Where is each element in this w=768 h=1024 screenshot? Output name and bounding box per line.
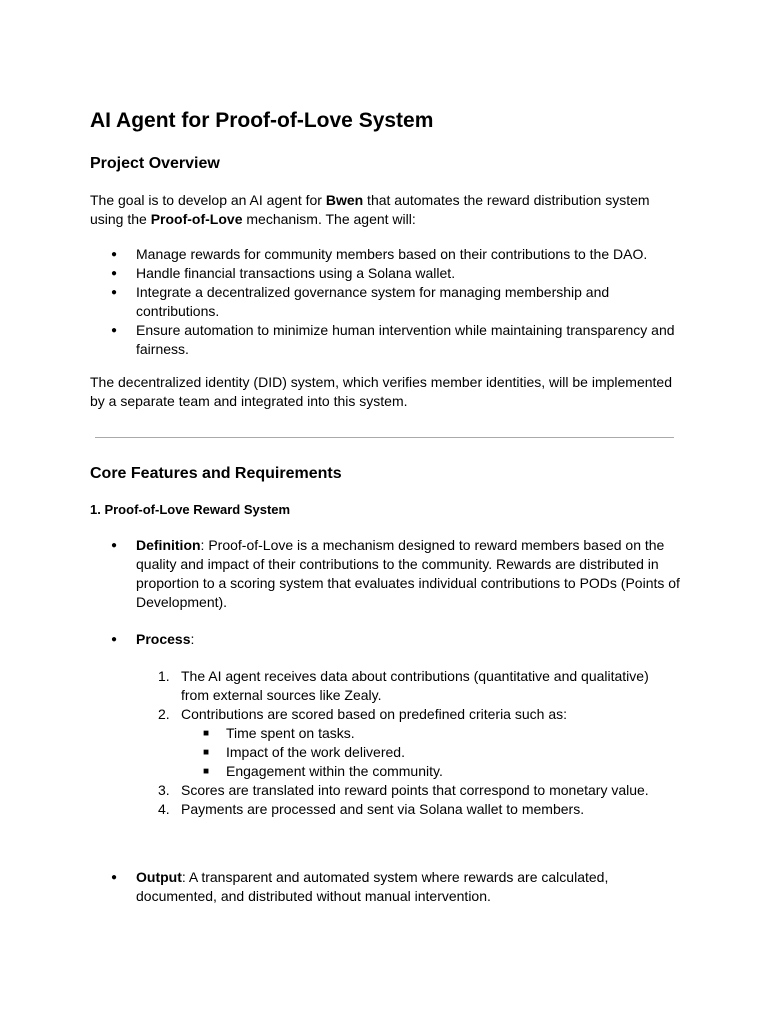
output-text: : A transparent and automated system where rewards are calculated, documented, and distributed without manual intervention. bbox=[136, 869, 609, 904]
core-features-heading: Core Features and Requirements bbox=[90, 465, 342, 482]
list-item bbox=[90, 800, 680, 819]
process-colon: : bbox=[190, 631, 195, 647]
list-item bbox=[181, 724, 680, 743]
step-number: 1. bbox=[158, 668, 170, 684]
bwen-bold: Bwen bbox=[325, 192, 364, 208]
capability-text: Manage rewards for community members based on their contributions to the DAO. bbox=[136, 246, 648, 262]
section-divider bbox=[95, 437, 674, 438]
definition-label: Definition bbox=[136, 537, 201, 553]
step-text: Contributions are scored based on predefined criteria such as: bbox=[181, 706, 567, 722]
intro-text-end: mechanism. The agent will: bbox=[242, 211, 416, 227]
reward-system-subheading: 1. Proof-of-Love Reward System bbox=[90, 502, 291, 517]
proof-of-love-bold: Proof-of-Love bbox=[150, 211, 243, 227]
intro-text-start: The goal is to develop an AI agent for bbox=[90, 192, 326, 208]
definition-text: : Proof-of-Love is a mechanism designed to reward members based on the quality and impact of their contributions to the community. Rewards are distributed in proportion to a scoring system that evaluates individual contributions to PODs (Points of Development). bbox=[136, 537, 680, 610]
intro-text-middle: that automates the reward distribution system using the bbox=[90, 192, 650, 227]
criteria-list bbox=[181, 724, 680, 781]
capability-text: Ensure automation to minimize human intervention while maintaining transparency and fairness. bbox=[136, 322, 675, 357]
list-item bbox=[90, 705, 680, 781]
step-text: Scores are translated into reward points that correspond to monetary value. bbox=[181, 782, 649, 798]
output-list bbox=[90, 868, 680, 906]
process-label: Process bbox=[136, 631, 191, 647]
agent-capabilities-list bbox=[90, 245, 680, 359]
step-text: Payments are processed and sent via Solana wallet to members. bbox=[181, 801, 585, 817]
overview-intro bbox=[90, 191, 680, 229]
list-item bbox=[90, 283, 680, 321]
list-item bbox=[90, 868, 680, 906]
list-item bbox=[90, 245, 680, 264]
definition-list bbox=[90, 536, 680, 612]
capability-text: Handle financial transactions using a Solana wallet. bbox=[136, 265, 456, 281]
capability-text: Integrate a decentralized governance system for managing membership and contributions. bbox=[136, 284, 610, 319]
list-item bbox=[90, 264, 680, 283]
document-title: AI Agent for Proof-of-Love System bbox=[90, 109, 434, 132]
list-item bbox=[90, 781, 680, 800]
step-text: The AI agent receives data about contributions (quantitative and qualitative) from external sources like Zealy. bbox=[181, 668, 649, 703]
list-item bbox=[90, 667, 680, 705]
criteria-text: Impact of the work delivered. bbox=[226, 744, 405, 760]
list-item bbox=[181, 762, 680, 781]
criteria-text: Engagement within the community. bbox=[226, 763, 443, 779]
project-overview-heading: Project Overview bbox=[90, 155, 220, 172]
output-label: Output bbox=[136, 869, 182, 885]
list-item bbox=[90, 630, 680, 649]
criteria-text: Time spent on tasks. bbox=[226, 725, 355, 741]
did-note: The decentralized identity (DID) system, which verifies member identities, will be implemented by a separate team and integrated into this system. bbox=[90, 374, 672, 409]
list-item bbox=[181, 743, 680, 762]
list-item bbox=[90, 321, 680, 359]
step-number: 4. bbox=[158, 801, 170, 817]
process-list bbox=[90, 630, 680, 649]
step-number: 2. bbox=[158, 706, 170, 722]
step-number: 3. bbox=[158, 782, 170, 798]
list-item bbox=[90, 536, 680, 612]
process-steps-list bbox=[90, 667, 680, 819]
